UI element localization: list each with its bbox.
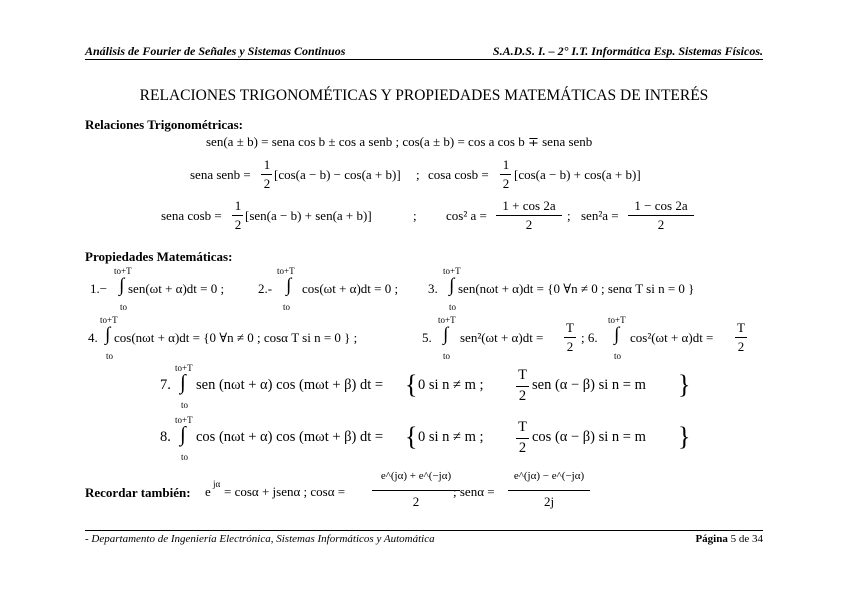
recordar-f3-den: 2j	[543, 494, 555, 509]
trig-line3-sep1: ;	[413, 208, 417, 223]
trig-line2a-lhs: sena senb =	[190, 167, 251, 182]
trig-line3b-lhs: cos² a =	[446, 208, 487, 223]
recordar-f3-num: e^(jα) − e^(−jα)	[513, 470, 585, 482]
footer-left: - Departamento de Ingeniería Electrónica, Sistemas Informáticos y Automática	[85, 533, 435, 545]
header-rule	[85, 59, 763, 60]
prop4-label: 4.	[88, 330, 98, 345]
recordar-f1: = cosα + jsenα ; cosα =	[224, 484, 346, 499]
page-title: RELACIONES TRIGONOMÉTICAS Y PROPIEDADES MATEMÁTICAS DE INTERÉS	[139, 87, 709, 104]
prop3-lower: to	[449, 302, 457, 312]
prop1-lower: to	[120, 302, 128, 312]
header-right: S.A.D.S. I. – 2° I.T. Informática Esp. Sistemas Físicos.	[492, 44, 763, 58]
prop7-upper: to+T	[175, 363, 193, 373]
prop5-upper: to+T	[438, 315, 456, 325]
frac-den-2c: 2	[234, 217, 242, 232]
brace-open: {	[405, 370, 418, 399]
frac-bar	[232, 215, 243, 216]
props-heading: Propiedades Matemáticas:	[85, 249, 233, 264]
page-label: Página	[695, 533, 728, 545]
integral-icon: ∫	[449, 275, 455, 296]
frac-bar	[564, 337, 576, 338]
trig-line3a-rhs: [sen(a − b) + sen(a + b)]	[245, 208, 372, 223]
prop7-body: sen (nωt + α) cos (mωt + β) dt =	[196, 377, 384, 393]
frac-bar	[496, 215, 562, 216]
frac-den-2b: 2	[502, 176, 510, 191]
prop6-num: T	[737, 320, 745, 335]
prop7-case2: sen (α − β) si n = m	[532, 377, 646, 393]
recordar-sup: jα	[213, 479, 221, 489]
page-number	[695, 533, 763, 545]
prop7-num: T	[518, 367, 527, 383]
trig-line3a-lhs: sena cosb =	[161, 208, 222, 223]
recordar-f2-den: 2	[412, 494, 420, 509]
frac-num-1b: 1	[502, 157, 510, 172]
brace-close: }	[678, 370, 691, 399]
frac-den-2e: 2	[657, 217, 665, 232]
frac-num-1: 1	[263, 157, 271, 172]
frac-bar	[516, 438, 529, 439]
prop4-body: cos(nωt + α)dt = {0 ∀n ≠ 0 ; cosα T si n = 0 } ;	[114, 330, 358, 345]
prop5-label: 5.	[422, 330, 432, 345]
integral-icon: ∫	[180, 370, 186, 394]
page-of: de 34	[738, 533, 763, 545]
brace-open: {	[405, 422, 418, 451]
frac-bar	[500, 174, 511, 175]
prop8-label: 8.	[160, 429, 171, 445]
prop1-label: 1.−	[90, 281, 108, 296]
prop3-upper: to+T	[443, 266, 461, 276]
prop2-upper: to+T	[277, 266, 295, 276]
prop2-lower: to	[283, 302, 291, 312]
frac-num-cos2a: 1 + cos 2a	[502, 198, 556, 213]
prop6-upper: to+T	[608, 315, 626, 325]
prop7-den: 2	[518, 388, 527, 404]
integral-icon: ∫	[119, 275, 125, 296]
recordar-e: e	[205, 484, 211, 499]
prop7-label: 7.	[160, 377, 171, 393]
prop8-body: cos (nωt + α) cos (mωt + β) dt =	[196, 429, 384, 445]
recordar-label: Recordar también:	[85, 485, 191, 500]
prop4-lower: to	[106, 351, 114, 361]
prop8-num: T	[518, 419, 527, 435]
prop2-label: 2.-	[258, 281, 273, 296]
prop5-den: 2	[566, 339, 574, 354]
frac-bar	[372, 490, 460, 491]
footer-rule	[85, 530, 763, 531]
trig-line2a-rhs: [cos(a − b) − cos(a + b)]	[274, 167, 401, 182]
prop7-case1: 0 si n ≠ m ;	[418, 377, 484, 393]
brace-close: }	[678, 422, 691, 451]
recordar-f2-num: e^(jα) + e^(−jα)	[380, 470, 452, 482]
frac-den-2d: 2	[525, 217, 533, 232]
integral-icon: ∫	[286, 275, 292, 296]
prop6-lower: to	[614, 351, 622, 361]
trig-line1: sen(a ± b) = sena cos b ± cos a senb ; cos(a ± b) = cos a cos b ∓ sena senb	[206, 134, 593, 149]
prop8-lower: to	[181, 452, 189, 462]
prop1-upper: to+T	[114, 266, 132, 276]
prop4-upper: to+T	[100, 315, 118, 325]
frac-bar	[735, 337, 747, 338]
prop5-lower: to	[443, 351, 451, 361]
trig-line2b-rhs: [cos(a − b) + cos(a + b)]	[514, 167, 641, 182]
trig-heading: Relaciones Trigonométricas:	[85, 117, 244, 132]
prop6-den: 2	[737, 339, 745, 354]
prop8-den: 2	[518, 440, 527, 456]
prop3-body: sen(nωt + α)dt = {0 ∀n ≠ 0 ; senα T si n = 0 }	[458, 281, 695, 296]
prop1-body: sen(ωt + α)dt = 0 ;	[128, 281, 225, 296]
prop8-upper: to+T	[175, 415, 193, 425]
prop8-case1: 0 si n ≠ m ;	[418, 429, 484, 445]
integral-icon: ∫	[443, 324, 449, 345]
trig-line3-sep2: ;	[567, 208, 571, 223]
prop6-label: ; 6.	[581, 330, 598, 345]
integral-icon: ∫	[180, 422, 186, 446]
prop5-num: T	[566, 320, 574, 335]
frac-bar	[508, 490, 590, 491]
prop7-lower: to	[181, 400, 189, 410]
trig-line2b-lhs: cosa cosb =	[428, 167, 489, 182]
recordar-sep: ; senα =	[453, 484, 495, 499]
frac-bar	[628, 215, 694, 216]
integral-icon: ∫	[105, 324, 111, 345]
prop6-body: cos²(ωt + α)dt =	[630, 330, 714, 345]
page-num: 5	[730, 533, 737, 545]
frac-den-2: 2	[263, 176, 271, 191]
header-left: Análisis de Fourier de Señales y Sistemas Continuos	[85, 44, 346, 58]
frac-num-1c: 1	[234, 198, 242, 213]
trig-line3c-lhs: sen²a =	[581, 208, 619, 223]
prop3-label: 3.	[428, 281, 438, 296]
frac-num-sin2a: 1 − cos 2a	[634, 198, 688, 213]
frac-bar	[261, 174, 272, 175]
prop2-body: cos(ωt + α)dt = 0 ;	[302, 281, 399, 296]
integral-icon: ∫	[614, 324, 620, 345]
prop8-case2: cos (α − β) si n = m	[532, 429, 646, 445]
prop5-body: sen²(ωt + α)dt =	[460, 330, 544, 345]
trig-line2-sep: ;	[416, 167, 420, 182]
frac-bar	[516, 386, 529, 387]
